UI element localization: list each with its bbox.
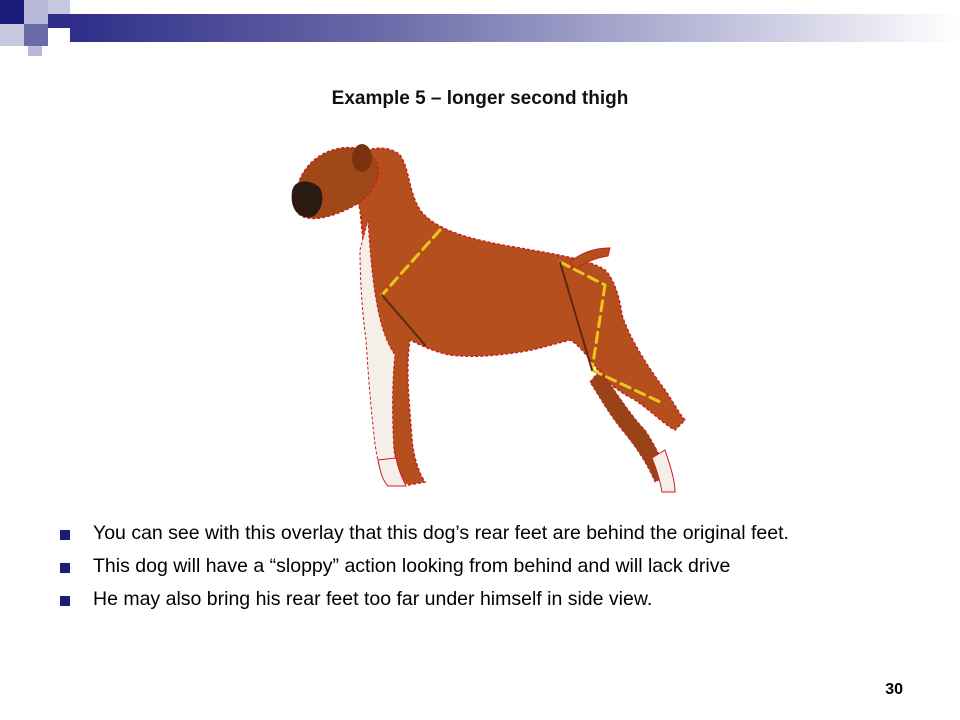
header-square-dark [0,0,24,24]
header-square-light [0,24,24,46]
header-square-light [24,0,48,24]
header-square-mid [24,24,48,46]
header-square-light [48,0,70,14]
square-bullet-icon [60,563,70,573]
square-bullet-icon [60,530,70,540]
bullet-list [60,522,920,621]
bullet-item [60,588,920,611]
bullet-item [60,522,920,545]
dog-ear [352,144,372,172]
square-bullet-icon [60,596,70,606]
header-gradient-band [70,14,960,42]
header-square-dark [48,14,70,28]
bullet-text: You can see with this overlay that this dog’s rear feet are behind the original feet. [93,522,789,544]
boxer-dog-illustration [270,130,700,500]
bullet-text: He may also bring his rear feet too far under himself in side view. [93,588,653,610]
slide-title: Example 5 – longer second thigh [331,88,629,109]
bullet-item [60,555,920,578]
page-number: 30 [885,681,903,698]
bullet-text: This dog will have a “sloppy” action looking from behind and will lack drive [93,555,731,577]
header-square-light [28,46,42,56]
